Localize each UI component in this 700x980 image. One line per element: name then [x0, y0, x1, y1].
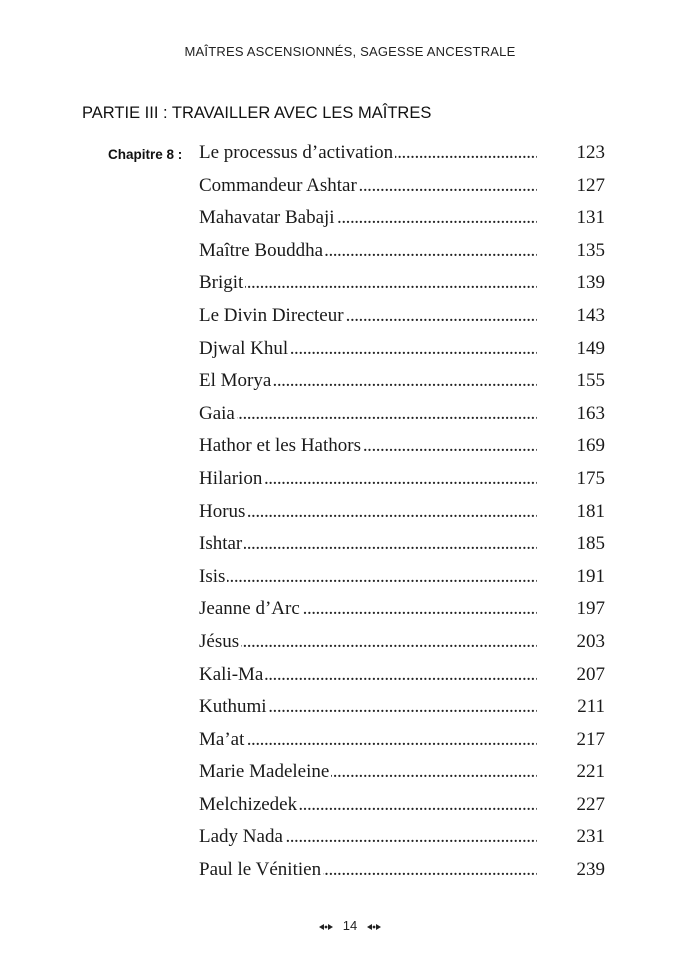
toc-entry[interactable]	[199, 727, 605, 760]
toc-entry-title: Kuthumi	[199, 694, 269, 720]
toc-entry[interactable]	[199, 662, 605, 695]
toc-entry-title: Maître Bouddha	[199, 238, 325, 264]
toc-entry-page: 217	[576, 728, 605, 750]
toc-entry[interactable]	[199, 824, 605, 857]
toc-entry[interactable]	[199, 466, 605, 499]
toc-entry-page: 239	[576, 859, 605, 881]
toc-entry-title: Le Divin Directeur	[199, 303, 346, 329]
part-title: PARTIE III : TRAVAILLER AVEC LES MAÎTRES	[82, 104, 432, 122]
toc-entry-page: 149	[576, 337, 605, 359]
page-number: 14	[342, 918, 358, 933]
toc-entry-title: Djwal Khul	[199, 336, 290, 362]
fleuron-icon	[319, 919, 333, 934]
toc-entry-page: 197	[576, 598, 605, 620]
toc-entry-page: 191	[576, 565, 605, 587]
toc-entry-title: Melchizedek	[199, 792, 299, 818]
toc-entry-page: 211	[577, 696, 605, 718]
toc-entry-page: 155	[576, 370, 605, 392]
toc-entry-page: 139	[576, 272, 605, 294]
toc-entry-page: 131	[576, 207, 605, 229]
toc-entry-title: Jeanne d’Arc	[199, 596, 302, 622]
toc-entry-page: 185	[576, 533, 605, 555]
toc-entry-page: 123	[576, 142, 605, 163]
toc-entry-title: El Morya	[199, 368, 273, 394]
toc-entry[interactable]	[199, 792, 605, 825]
toc-entry[interactable]	[199, 368, 605, 401]
toc-entry[interactable]	[199, 857, 605, 890]
toc-entry[interactable]	[199, 499, 605, 532]
toc-entry-page: 135	[576, 239, 605, 261]
toc-entry-page: 169	[576, 435, 605, 457]
toc-entry-page: 207	[576, 663, 605, 685]
chapter-label: Chapitre 8 :	[108, 147, 183, 162]
toc-entry-page: 221	[576, 761, 605, 783]
toc-entry-title: Hilarion	[199, 466, 264, 492]
toc-entry-title: Ishtar	[199, 531, 244, 557]
toc-entry-title: Ma’at	[199, 727, 246, 753]
toc-entry[interactable]	[199, 694, 605, 727]
toc-entry-title: Horus	[199, 499, 247, 525]
toc-entry-page: 203	[576, 630, 605, 652]
toc-entry-title: Commandeur Ashtar	[199, 173, 359, 199]
toc-entry-title: Marie Madeleine	[199, 759, 331, 785]
toc-entry[interactable]	[199, 173, 605, 206]
toc-entry-title: Isis	[199, 564, 227, 590]
toc-entry-title: Lady Nada	[199, 824, 285, 850]
toc-entry-title: Hathor et les Hathors	[199, 433, 363, 459]
toc-entry[interactable]	[199, 401, 605, 434]
toc-entry-page: 163	[576, 402, 605, 424]
toc-entry-title: Kali-Ma	[199, 662, 265, 688]
running-head: MAÎTRES ASCENSIONNÉS, SAGESSE ANCESTRALE	[184, 44, 516, 59]
toc-entry-title: Jésus	[199, 629, 241, 655]
toc-entry[interactable]	[199, 270, 605, 303]
toc-entry-page: 231	[576, 826, 605, 848]
toc-entry-page: 127	[576, 174, 605, 196]
toc-entry[interactable]	[199, 140, 605, 173]
fleuron-icon	[367, 919, 381, 934]
toc-entry-title: Le processus d’activation	[199, 140, 395, 166]
page-footer	[0, 918, 700, 934]
toc-entry[interactable]	[199, 238, 605, 271]
toc-entry[interactable]	[199, 531, 605, 564]
toc-entry-page: 175	[576, 467, 605, 489]
toc-entry[interactable]	[199, 303, 605, 336]
toc-entry-title: Mahavatar Babaji	[199, 205, 337, 231]
toc-entry[interactable]	[199, 433, 605, 466]
toc-entry[interactable]	[199, 564, 605, 597]
toc-entry[interactable]	[199, 759, 605, 792]
table-of-contents	[199, 140, 605, 890]
toc-entry-title: Brigit	[199, 270, 245, 296]
toc-entry-page: 143	[576, 304, 605, 326]
toc-entry-title: Paul le Vénitien	[199, 857, 323, 883]
toc-entry[interactable]	[199, 629, 605, 662]
toc-entry[interactable]	[199, 336, 605, 369]
toc-entry-page: 181	[576, 500, 605, 522]
toc-entry[interactable]	[199, 205, 605, 238]
toc-entry-page: 227	[576, 793, 605, 815]
toc-entry[interactable]	[199, 596, 605, 629]
toc-entry-title: Gaia	[199, 401, 237, 427]
